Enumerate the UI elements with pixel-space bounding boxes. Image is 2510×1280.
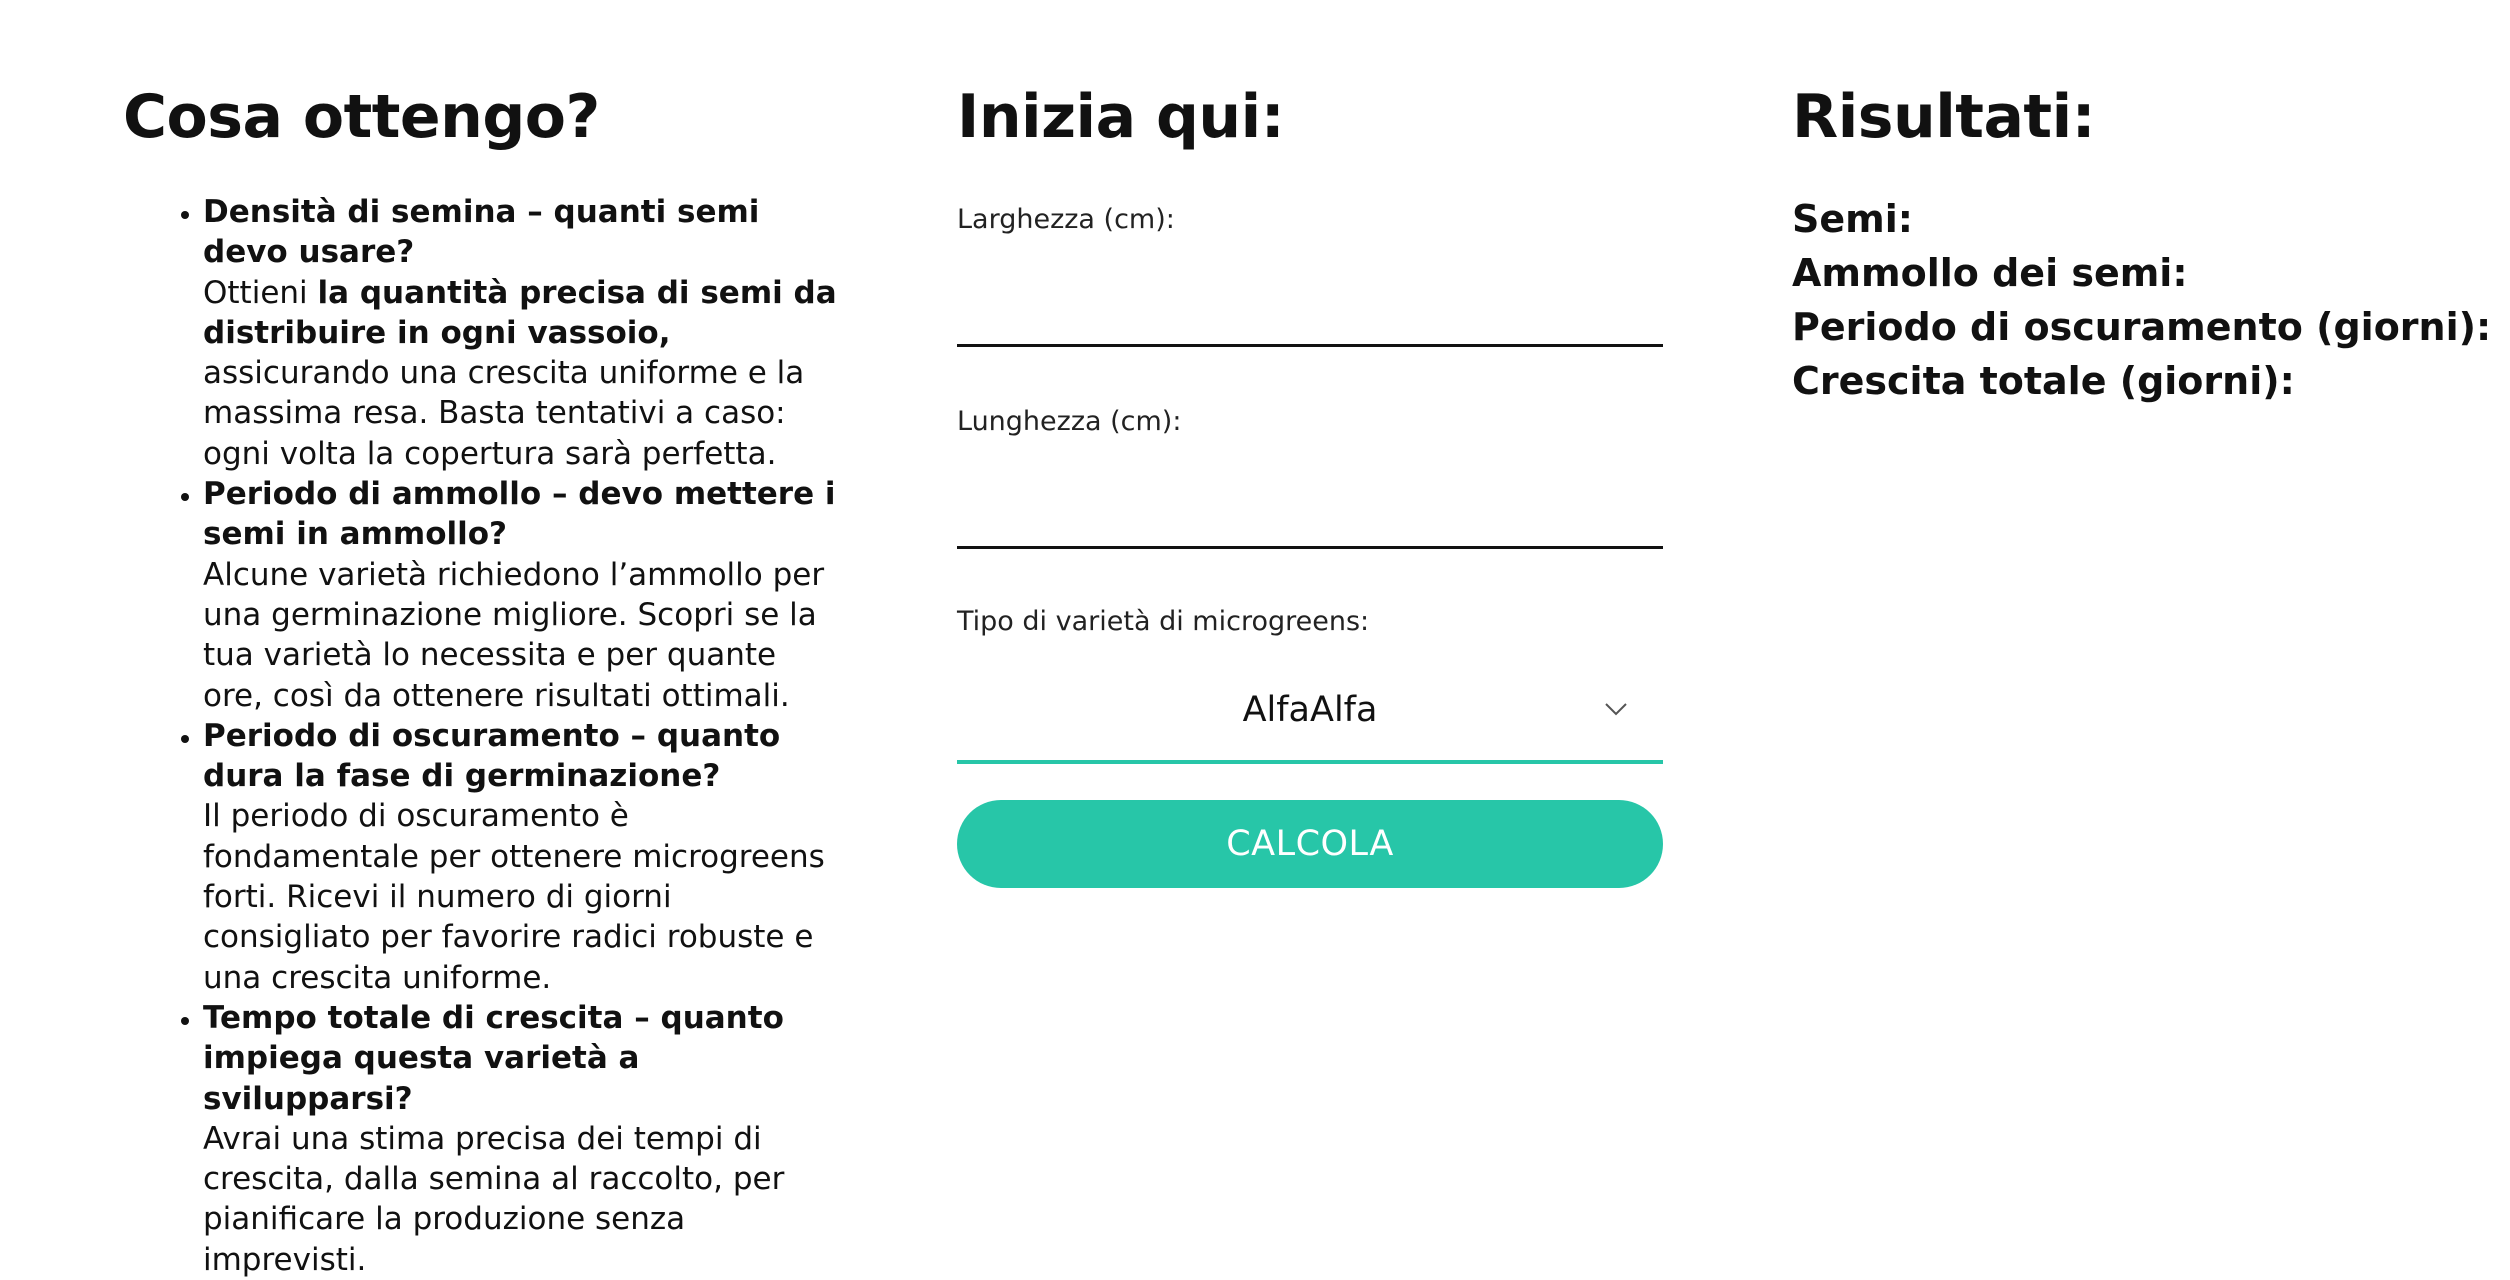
results-list — [1792, 192, 2491, 408]
length-field-underline — [957, 546, 1663, 549]
result-total-growth: Crescita totale (giorni): — [1792, 359, 2295, 403]
feature-heading: • Periodo di ammollo – devo mettere i semi in ammollo? — [203, 476, 836, 553]
feature-list — [123, 192, 843, 1280]
variety-selected-value: AlfaAlfa — [1242, 690, 1378, 730]
result-soaking: Ammollo dei semi: — [1792, 251, 2188, 295]
calculate-button[interactable]: CALCOLA — [957, 800, 1663, 888]
feature-description-text: assicurando una crescita uniforme e la massima resa. Basta tentativi a caso: ogni volta la copertura sarà perfetta. — [203, 355, 805, 472]
list-item — [203, 192, 843, 474]
result-seeds: Semi: — [1792, 197, 1913, 241]
results-title: Risultati: — [1792, 82, 2096, 152]
length-label: Lunghezza (cm): — [957, 406, 1182, 437]
feature-description — [203, 273, 843, 474]
info-title: Cosa ottengo? — [123, 82, 600, 152]
chevron-down-icon — [1605, 698, 1627, 720]
width-label: Larghezza (cm): — [957, 204, 1175, 235]
feature-heading: • Densità di semina – quanti semi devo usare? — [203, 194, 760, 271]
variety-select[interactable] — [957, 680, 1663, 764]
list-item — [203, 998, 843, 1280]
feature-description: Avrai una stima precisa dei tempi di crescita, dalla semina al raccolto, per pianificare la produzione senza imprevisti. — [203, 1120, 785, 1278]
list-item — [203, 474, 843, 716]
variety-label: Tipo di varietà di microgreens: — [957, 606, 1370, 637]
feature-description-bold: la quantità precisa di semi da distribuire in ogni vassoio, — [203, 274, 837, 351]
feature-description: Alcune varietà richiedono l’ammollo per una germinazione migliore. Scopri se la tua varietà lo necessita e per quante ore, così da ottenere risultati ottimali. — [203, 556, 825, 714]
list-item — [203, 716, 843, 998]
width-field-underline — [957, 344, 1663, 347]
feature-heading: • Periodo di oscuramento – quanto dura la fase di germinazione? — [203, 717, 781, 795]
length-field[interactable] — [957, 452, 1663, 544]
form-title: Inizia qui: — [957, 82, 1285, 152]
result-blackout-period: Periodo di oscuramento (giorni): — [1792, 305, 2492, 349]
feature-heading: • Tempo totale di crescita – quanto impiega questa varietà a svilupparsi? — [203, 999, 784, 1117]
width-field[interactable] — [957, 250, 1663, 342]
feature-description: Il periodo di oscuramento è fondamentale per ottenere microgreens forti. Ricevi il numero di giorni consigliato per favorire radici robuste e una crescita uniforme. — [203, 798, 825, 996]
feature-description-text: Ottieni — [203, 274, 318, 311]
